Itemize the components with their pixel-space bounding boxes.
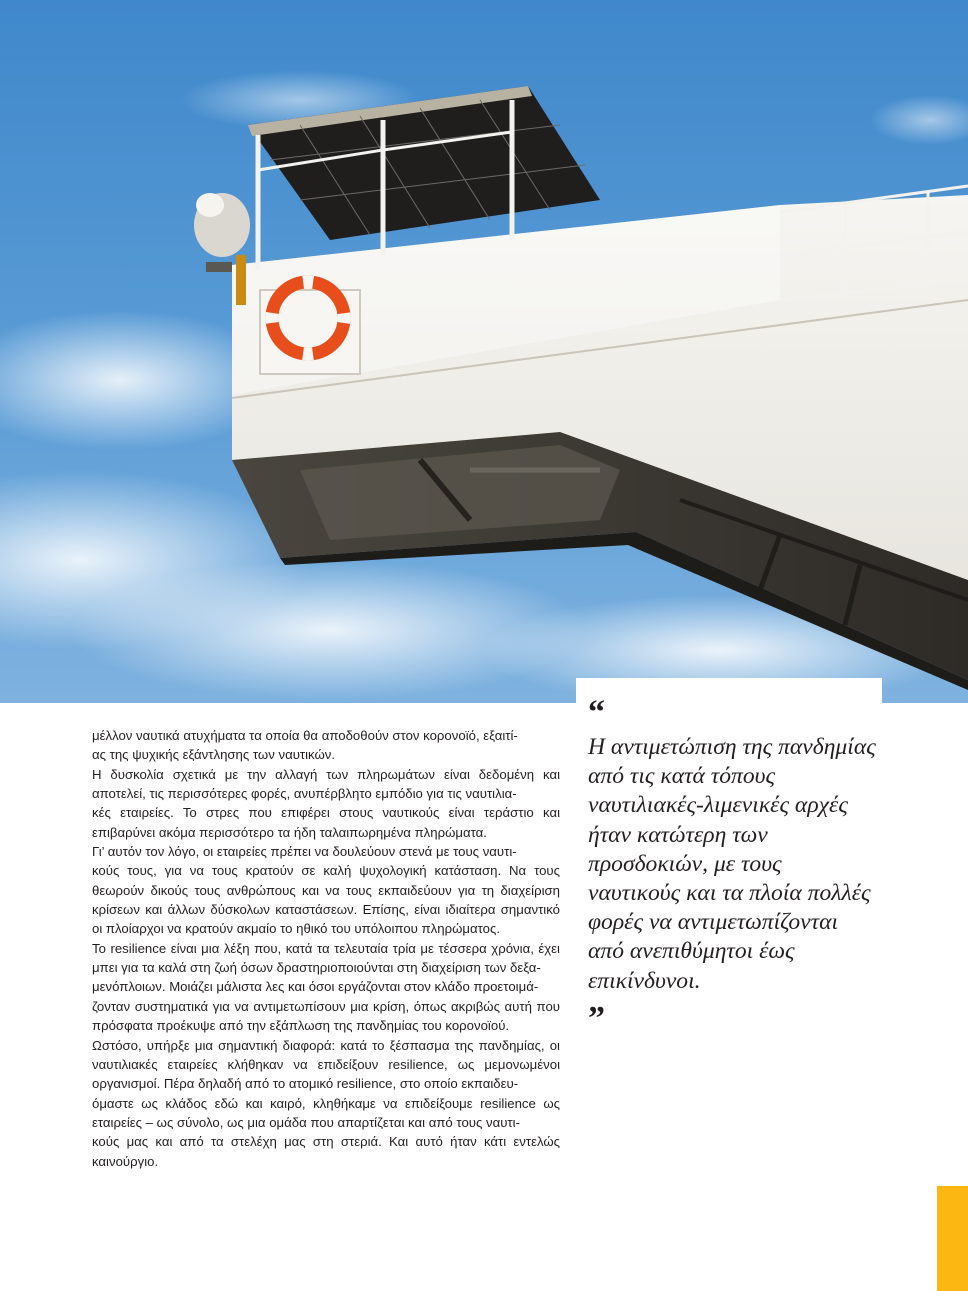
article-paragraph: Γι’ αυτόν τον λόγο, οι εταιρείες πρέπει να δουλεύουν στενά με τους ναυτι- κούς τους, για να τους κρατούν σε καλή ψυχολογική κατάσταση. Να τους θεωρούν δικούς τους ανθρώπους και να τους εκπαιδεύουν για τη διαχείριση κρίσεων και άλλων δύσκολων καταστάσεων. Επίσης, είναι ιδιαίτερα σημαντικό οι πλοίαρχοι να κρατούν ακμαίο το ηθικό του υπόλοιπου πληρώματος.: [92, 844, 560, 937]
article-paragraph: μέλλον ναυτικά ατυχήματα τα οποία θα αποδοθούν στον κορονοϊό, εξαιτί- ας της ψυχικής εξάντλησης των ναυτικών.: [92, 728, 518, 763]
article-body: [92, 726, 560, 1171]
close-quote-mark: ”: [588, 999, 603, 1037]
open-quote-mark: “: [588, 694, 603, 731]
article-paragraph: Το resilience είναι μια λέξη που, κατά τα τελευταία τρία με τέσσερα χρόνια, έχει μπει για τα καλά στη ζωή όσων δραστηριοποιούνται στη διαχείριση των δεξα- μενόπλοιων. Μοιάζει μάλιστα λες και όσοι εργάζονται στον κλάδο προετοιμά- ζονταν συστηματικά για να αντιμετωπίσουν μια κρίση, όπως ακριβώς αυτή που πρόσφατα προέκυψε από την εξάπλωση της πανδημίας του κορονοϊού.: [92, 940, 560, 1034]
pullquote: [588, 696, 878, 1036]
article-paragraph: Η δυσκολία σχετικά με την αλλαγή των πληρωμάτων είναι δεδομένη και αποτελεί, τις περισσότερες φορές, ανυπέρβλητο εμπόδιο για τις ναυτιλια- κές εταιρείες. Το στρες που επιφέρει στους ναυτικούς είναι τεράστιο και επιβαρύνει ακόμα περισσότερο τα ήδη ταλαιπωρημένα πληρώματα.: [92, 766, 560, 840]
page-edge-tab: [937, 1186, 968, 1291]
pullquote-text: Η αντιμετώπιση της πανδημίας από τις κατά τόπους ναυτιλιακές-λιμενικές αρχές ήταν κατώτερη των προσδοκιών, με τους ναυτικούς και τα πλοία πολλές φορές να αντιμετωπίζονται από ανεπιθύμητοι έως επικίνδυνοι.: [588, 734, 876, 994]
article-paragraph: Ωστόσο, υπήρξε μια σημαντική διαφορά: κατά το ξέσπασμα της πανδημίας, οι ναυτιλιακές εταιρείες κλήθηκαν να επιδείξουν resilience, ως μεμονωμένοι οργανισμοί. Πέρα δηλαδή από το ατομικό resilience, στο οποίο εκπαιδευ- όμαστε ως κλάδος εδώ και καιρό, κληθήκαμε να επιδείξουμε resilience ως εταιρείες – ως σύνολο, ως μια ομάδα που απαρτίζεται και από τους ναυτι- κούς μας και από τα στελέχη μας στη στεριά. Και αυτό ήταν κάτι εντελώς καινούργιο.: [92, 1037, 560, 1169]
